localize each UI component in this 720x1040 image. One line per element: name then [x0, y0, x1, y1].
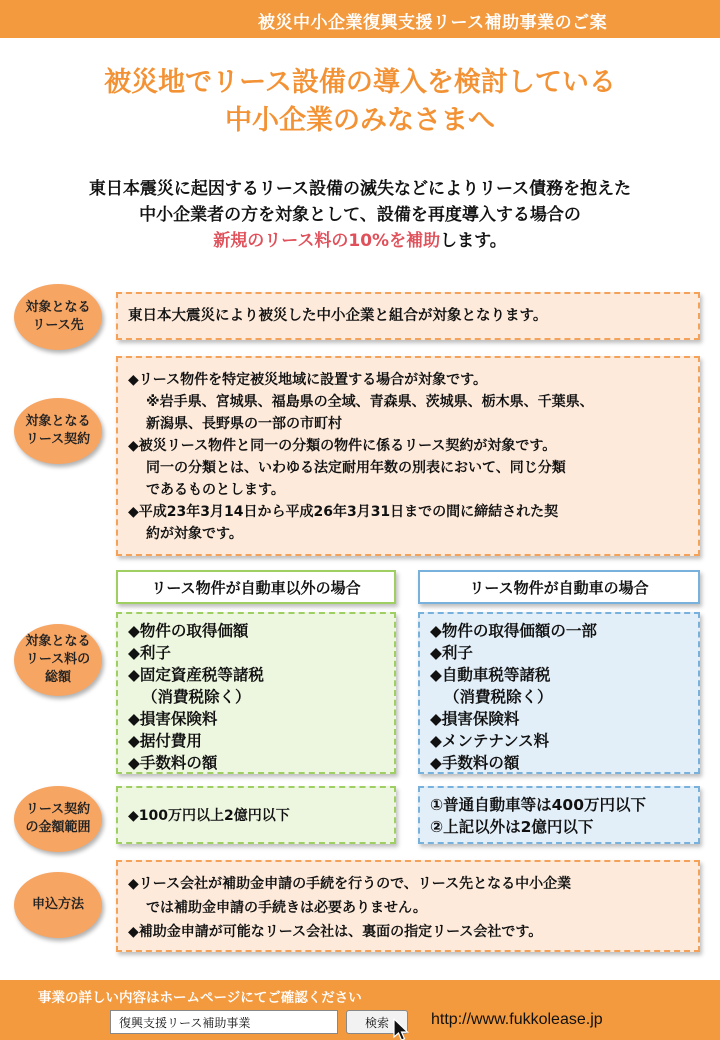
intro-line-2: 中小企業者の方を対象として、設備を再度導入する場合の — [139, 205, 581, 225]
subsidy-highlight: 新規のリース料の10%を補助 — [213, 231, 441, 251]
label-text: 総額 — [44, 670, 71, 685]
label-text: リース先 — [32, 318, 84, 333]
search-button[interactable]: 検索 — [346, 1010, 408, 1034]
car-item: ◆物件の取得価額の一部 — [430, 622, 597, 640]
contract-line: ※岩手県、宮城県、福島県の全域、青森県、茨城県、栃木県、千葉県、 — [146, 394, 594, 410]
label-text: 対象となる — [25, 300, 91, 315]
contract-line: ◆被災リース物件と同一の分類の物件に係るリース契約が対象です。 — [128, 438, 557, 454]
contract-line: 約が対象です。 — [146, 526, 243, 542]
car-item: ◆手数料の額 — [430, 754, 520, 772]
non-car-item: ◆利子 — [128, 644, 171, 662]
label-text: リース契約 — [25, 802, 91, 817]
car-item: ◆利子 — [430, 644, 473, 662]
non-car-item: ◆損害保険料 — [128, 710, 218, 728]
non-car-items-box — [116, 612, 396, 774]
label-text: リース契約 — [25, 432, 91, 447]
non-car-range-text: ◆100万円以上2億円以下 — [128, 808, 290, 824]
car-item: ◆メンテナンス料 — [430, 732, 550, 750]
top-banner — [0, 0, 720, 38]
label-target-lessee — [14, 284, 102, 350]
banner-title: 被災中小企業復興支援リース補助事業のご案 — [258, 13, 608, 33]
car-heading: リース物件が自動車の場合 — [418, 570, 700, 604]
car-range-line: ②上記以外は2億円以下 — [430, 818, 594, 836]
label-text: 申込方法 — [31, 897, 84, 912]
car-item: ◆自動車税等諸税 — [430, 666, 551, 684]
label-application-method — [14, 872, 102, 938]
search-input[interactable] — [110, 1010, 338, 1034]
website-url[interactable]: http://www.fukkolease.jp — [431, 1011, 603, 1028]
intro-line-1: 東日本震災に起因するリース設備の滅失などによりリース債務を抱えた — [88, 179, 632, 199]
intro-line-3-rest: します。 — [440, 231, 507, 251]
label-text: リース料の — [25, 652, 91, 667]
contract-line: ◆平成23年3月14日から平成26年3月31日までの間に締結された契 — [128, 504, 559, 520]
footer-text: 事業の詳しい内容はホームページにてご確認ください — [38, 990, 362, 1006]
contract-line: であるものとします。 — [146, 482, 285, 498]
contract-line: 同一の分類とは、いわゆる法定耐用年数の別表において、同じ分類 — [146, 460, 566, 476]
intro-line-3 — [0, 228, 720, 254]
lessee-text: 東日本大震災により被災した中小企業と組合が対象となります。 — [128, 308, 548, 324]
apply-box — [116, 860, 700, 952]
non-car-heading: リース物件が自動車以外の場合 — [116, 570, 396, 604]
headline-line-1: 被災地でリース設備の導入を検討している — [104, 67, 616, 98]
label-target-contract — [14, 398, 102, 464]
non-car-item: ◆固定資産税等諸税 — [128, 666, 264, 684]
apply-line: ◆リース会社が補助金申請の手続を行うので、リース先となる中小企業 — [128, 876, 572, 892]
car-item: ◆損害保険料 — [430, 710, 520, 728]
mouse-pointer-icon — [392, 1018, 412, 1040]
label-text: 対象となる — [25, 634, 91, 649]
car-range-line: ①普通自動車等は400万円以下 — [430, 796, 646, 814]
non-car-item: （消費税除く） — [142, 688, 251, 706]
non-car-item: ◆据付費用 — [128, 732, 202, 750]
label-text: 対象となる — [25, 414, 91, 429]
headline-line-2: 中小企業のみなさまへ — [225, 105, 495, 136]
apply-line: では補助金申請の手続きは必要ありません。 — [146, 900, 427, 916]
car-range-box — [418, 786, 700, 844]
contract-line: 新潟県、長野県の一部の市町村 — [146, 416, 342, 432]
non-car-range-box — [116, 786, 396, 844]
car-items-box — [418, 612, 700, 774]
footer-bar — [0, 980, 720, 1040]
label-contract-range — [14, 786, 102, 852]
lessee-box — [116, 292, 700, 340]
car-item: （消費税除く） — [444, 688, 553, 706]
non-car-item: ◆物件の取得価額 — [128, 622, 249, 640]
non-car-item: ◆手数料の額 — [128, 754, 218, 772]
label-text: の金額範囲 — [25, 820, 91, 835]
apply-line: ◆補助金申請が可能なリース会社は、裏面の指定リース会社です。 — [128, 924, 543, 940]
contract-box — [116, 356, 700, 556]
label-target-total — [14, 624, 102, 696]
contract-line: ◆リース物件を特定被災地域に設置する場合が対象です。 — [128, 372, 487, 388]
